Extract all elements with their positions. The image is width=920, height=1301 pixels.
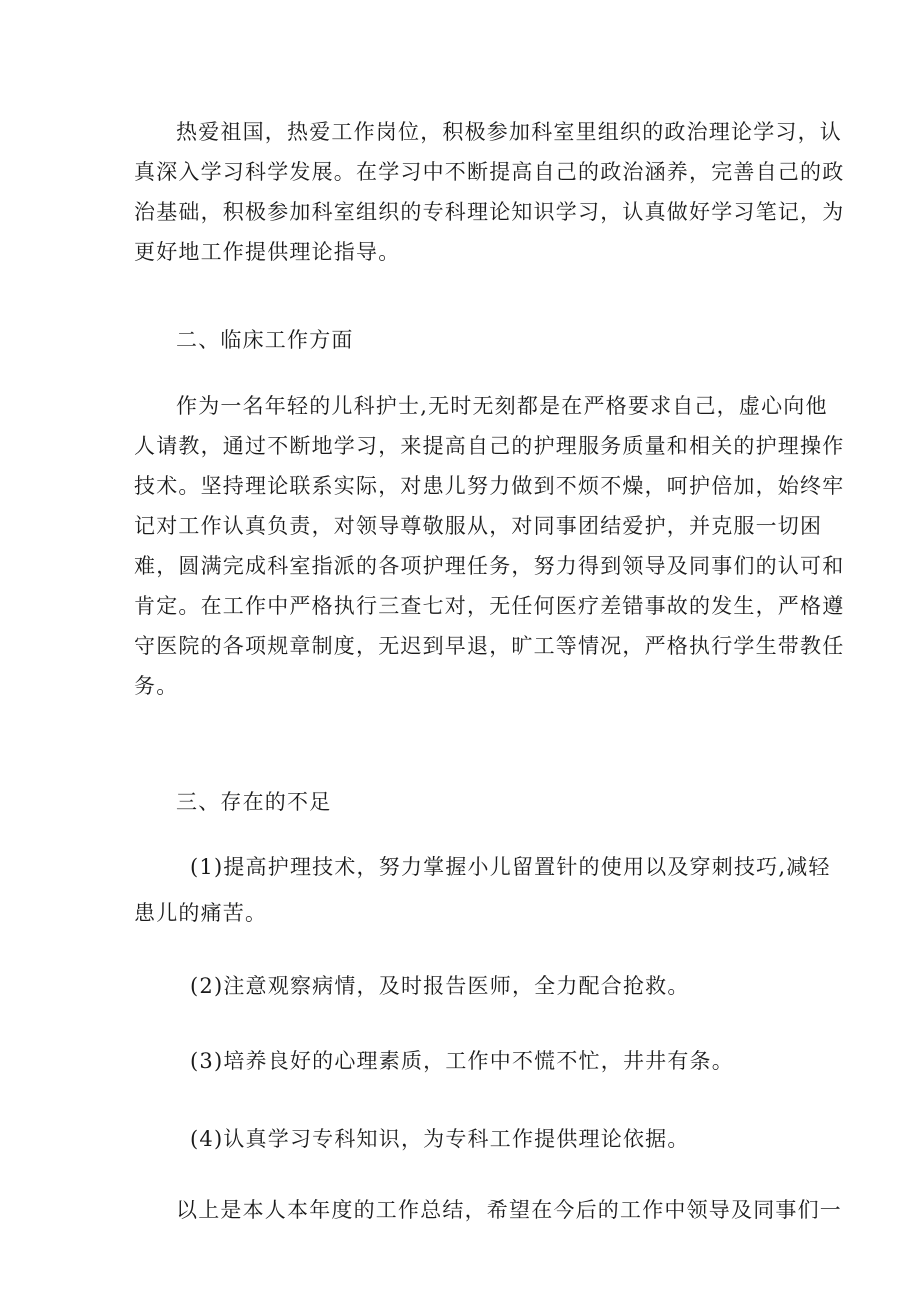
text-line: 守医院的各项规章制度，无迟到早退，旷工等情况，严格执行学生带教任 [134,634,845,658]
text-line: 技术。坚持理论联系实际，对患儿努力做到不烦不燥，呵护倍加，始终牢 [134,474,845,498]
closing-paragraph: 以上是本人本年度的工作总结，希望在今后的工作中领导及同事们一 [176,1198,842,1222]
section-heading-clinical-work: 二、临床工作方面 [176,328,354,352]
section-heading-shortcomings: 三、存在的不足 [176,790,332,814]
text-line: 治基础，积极参加科室组织的专科理论知识学习，认真做好学习笔记，为 [134,200,845,224]
list-item-4: (4)认真学习专科知识，为专科工作提供理论依据。 [190,1127,690,1151]
list-item-1-line-1: (1)提高护理技术，努力掌握小儿留置针的使用以及穿刺技巧,减轻 [190,855,831,879]
text-line: 务。 [134,674,179,698]
text-line: 记对工作认真负责，对领导尊敬服从，对同事团结爱护，并克服一切困 [134,514,823,538]
text-line: 热爱祖国，热爱工作岗位，积极参加科室里组织的政治理论学习，认 [176,120,842,144]
text-line: 真深入学习科学发展。在学习中不断提高自己的政治涵养，完善自己的政 [134,160,845,184]
text-line: 难，圆满完成科室指派的各项护理任务，努力得到领导及同事们的认可和 [134,554,845,578]
text-line: 肯定。在工作中严格执行三查七对，无任何医疗差错事故的发生，严格遵 [134,594,845,618]
list-item-2: (2)注意观察病情，及时报告医师，全力配合抢救。 [190,974,690,998]
list-item-1-line-2: 患儿的痛苦。 [134,901,268,925]
text-line: 人请教，通过不断地学习，来提高自己的护理服务质量和相关的护理操作 [134,434,845,458]
list-item-3: (3)培养良好的心理素质，工作中不慌不忙，井井有条。 [190,1049,734,1073]
paragraph-political-study [134,112,845,272]
text-line: 更好地工作提供理论指导。 [134,240,401,264]
paragraph-clinical-work [134,386,845,706]
text-line: 作为一名年轻的儿科护士,无时无刻都是在严格要求自己，虚心向他 [176,394,828,418]
